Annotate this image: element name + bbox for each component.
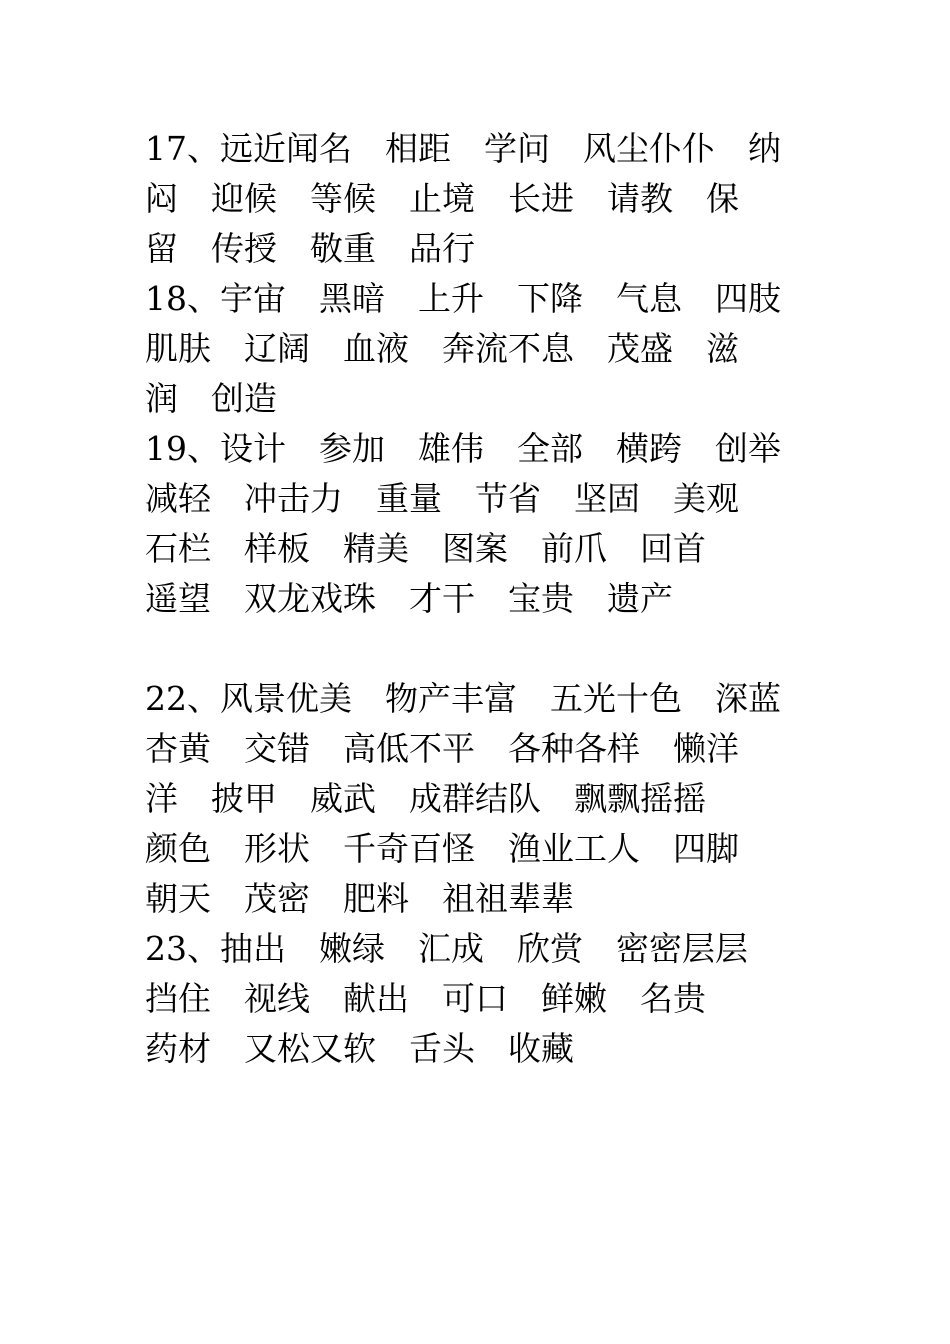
text-line: 22、风景优美 物产丰富 五光十色 深蓝 — [145, 679, 781, 718]
text-line: 肌肤 辽阔 血液 奔流不息 茂盛 滋 — [145, 329, 739, 368]
text-line: 石栏 样板 精美 图案 前爪 回首 — [145, 529, 706, 568]
blank-line — [145, 624, 825, 674]
text-line: 挡住 视线 献出 可口 鲜嫩 名贵 — [145, 979, 706, 1018]
text-line: 遥望 双龙戏珠 才干 宝贵 遗产 — [145, 579, 673, 618]
text-line: 23、抽出 嫩绿 汇成 欣赏 密密层层 — [145, 929, 748, 968]
text-line: 18、宇宙 黑暗 上升 下降 气息 四肢 — [145, 279, 781, 318]
text-line: 17、远近闻名 相距 学问 风尘仆仆 纳 — [145, 129, 781, 168]
vocabulary-text — [145, 124, 825, 1074]
text-line: 药材 又松又软 舌头 收藏 — [145, 1029, 574, 1068]
text-line: 洋 披甲 威武 成群结队 飘飘摇摇 — [145, 779, 706, 818]
text-line: 闷 迎候 等候 止境 长进 请教 保 — [145, 179, 739, 218]
text-line: 杏黄 交错 高低不平 各种各样 懒洋 — [145, 729, 739, 768]
text-line: 19、设计 参加 雄伟 全部 横跨 创举 — [145, 429, 781, 468]
text-line: 朝天 茂密 肥料 祖祖辈辈 — [145, 879, 574, 918]
text-line: 减轻 冲击力 重量 节省 坚固 美观 — [145, 479, 739, 518]
text-line: 颜色 形状 千奇百怪 渔业工人 四脚 — [145, 829, 739, 868]
text-line: 润 创造 — [145, 379, 277, 418]
text-line: 留 传授 敬重 品行 — [145, 229, 475, 268]
